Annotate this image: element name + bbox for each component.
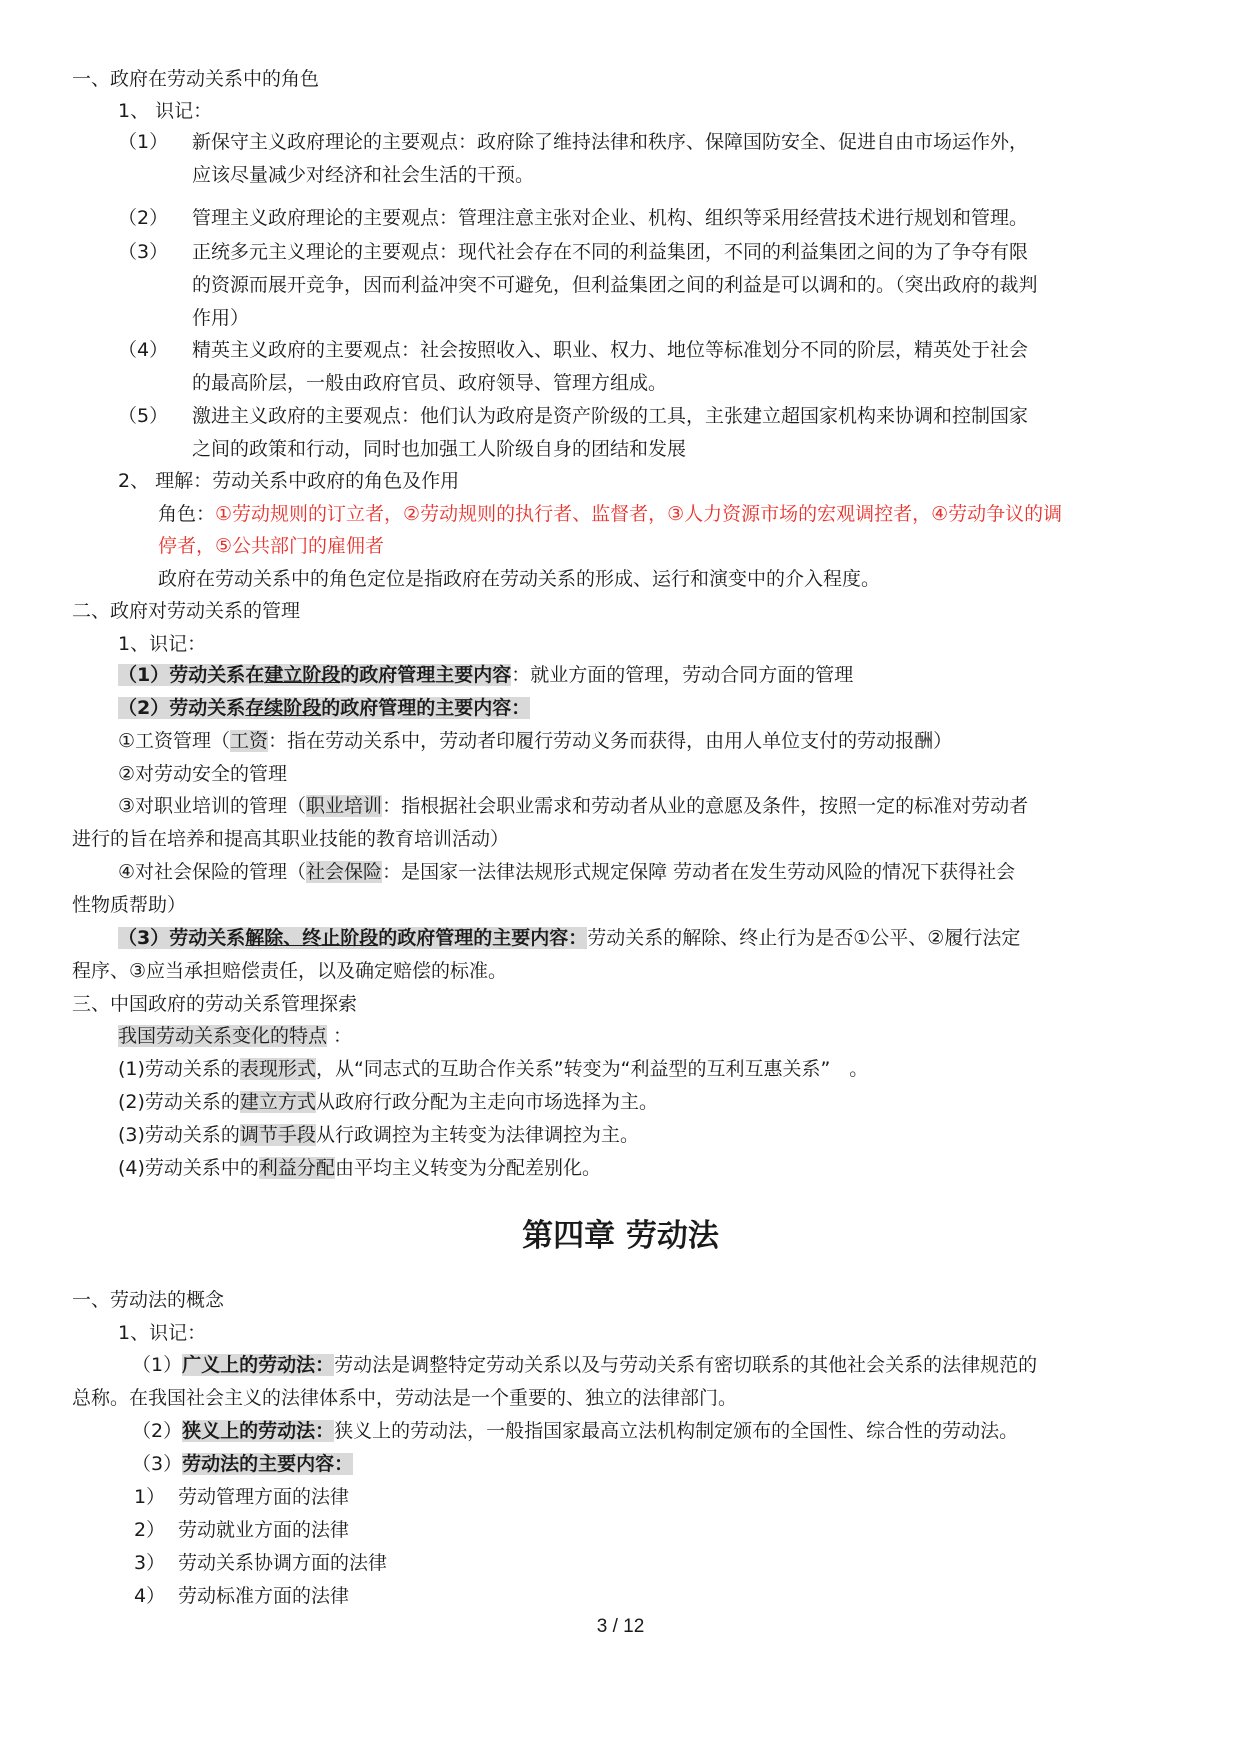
list-item: (3)劳动关系的调节手段从行政调控为主转变为法律调控为主。 [118,1124,639,1146]
paragraph-line: ①工资管理（工资：指在劳动关系中，劳动者印履行劳动义务而获得，由用人单位支付的劳动报酬） [118,730,953,752]
paragraph-line: ④对社会保险的管理（社会保险：是国家一法律法规形式规定保障 劳动者在发生劳动风险的情况下获得社会 [118,861,1016,883]
list-item: (2)劳动关系的建立方式从政府行政分配为主走向市场选择为主。 [118,1091,658,1113]
item-number: 3） [134,1552,166,1574]
list-item: 劳动标准方面的法律 [178,1585,350,1607]
chapter-title: 第四章 劳动法 [522,1218,719,1254]
highlight-term: 社会保险 [306,861,383,883]
paragraph-line: 总称。在我国社会主义的法律体系中，劳动法是一个重要的、独立的法律部门。 [72,1387,738,1409]
paragraph-line: 程序、③应当承担赔偿责任，以及确定赔偿的标准。 [72,960,508,982]
paragraph-line: 管理主义政府理论的主要观点：管理注意主张对企业、机构、组织等采用经营技术进行规划和管理。 [192,207,1029,229]
definition-line: （3）劳动法的主要内容： [132,1453,354,1475]
subheading: 1、识记： [118,633,207,655]
paragraph-line: 政府在劳动关系中的角色定位是指政府在劳动关系的形成、运行和演变中的介入程度。 [158,568,881,590]
paragraph-line: 激进主义政府的主要观点：他们认为政府是资产阶级的工具，主张建立超国家机构来协调和控制国家 [192,405,1029,427]
subheading: 1、识记： [118,1322,207,1344]
highlight-term: 工资 [230,730,269,752]
definition-line: （2）狭义上的劳动法：狭义上的劳动法，一般指国家最高立法机构制定颁布的全国性、综合性的劳动法。 [132,1420,1019,1442]
item-number: 4） [134,1585,166,1607]
role-line [158,499,1062,529]
section-heading: 一、劳动法的概念 [72,1289,225,1311]
subheading: 1、 识记： [118,100,213,122]
paragraph-line: 的最高阶层，一般由政府官员、政府领导、管理方组成。 [192,372,668,394]
paragraph-line: 应该尽量减少对经济和社会生活的干预。 [192,164,535,186]
paragraph-line: 之间的政策和行动，同时也加强工人阶级自身的团结和发展 [192,438,687,460]
stage-label: （1）劳动关系在建立阶段的政府管理主要内容 [118,664,512,686]
stage-label: （2）劳动关系存续阶段的政府管理的主要内容： [118,697,531,719]
underlined-term: 解除、终止阶段 [245,927,379,949]
subheading: 2、 理解：劳动关系中政府的角色及作用 [118,470,460,492]
role-text: 停者，⑤公共部门的雇佣者 [158,535,385,557]
list-item: (1)劳动关系的表现形式，从“同志式的互助合作关系”转变为“利益型的互利互惠关系” 。 [118,1058,869,1080]
stage-label: （3）劳动关系解除、终止阶段的政府管理的主要内容： [118,927,588,949]
section-heading: 二、政府对劳动关系的管理 [72,600,301,622]
role-text: ①劳动规则的订立者，②劳动规则的执行者、监督者，③人力资源市场的宏观调控者，④劳动争议的调 [215,503,1063,525]
stage-heading: （1）劳动关系在建立阶段的政府管理主要内容：就业方面的管理，劳动合同方面的管理 [118,664,854,686]
item-number: （3） [118,241,169,263]
role-label: 角色： [158,503,216,525]
paragraph-line: 的资源而展开竞争，因而利益冲突不可避免，但利益集团之间的利益是可以调和的。（突出政府的裁判 [192,274,1038,296]
paragraph-line: 新保守主义政府理论的主要观点：政府除了维持法律和秩序、保障国防安全、促进自由市场运作外， [192,131,1029,153]
highlight-term: 职业培训 [306,795,383,817]
paragraph-line: 进行的旨在培养和提高其职业技能的教育培训活动） [72,828,510,850]
item-number: （2） [118,207,169,229]
list-item: (4)劳动关系中的利益分配由平均主义转变为分配差别化。 [118,1157,601,1179]
highlight-term: 建立方式 [239,1091,316,1113]
highlight-term: 表现形式 [239,1058,316,1080]
highlight-term: 利益分配 [258,1157,335,1179]
item-number: （5） [118,405,169,427]
highlight-term: 我国劳动关系变化的特点 [118,1025,328,1047]
subheading: 我国劳动关系变化的特点 ： [118,1025,353,1047]
section-heading: 三、中国政府的劳动关系管理探索 [72,993,358,1015]
item-number: （4） [118,339,169,361]
definition-term: 劳动法的主要内容： [182,1453,354,1475]
list-item: 劳动关系协调方面的法律 [178,1552,388,1574]
paragraph-line: ③对职业培训的管理（职业培训：指根据社会职业需求和劳动者从业的意愿及条件，按照一定的标准对劳动者 [118,795,1029,817]
definition-term: 广义上的劳动法： [182,1354,335,1376]
stage-heading: （3）劳动关系解除、终止阶段的政府管理的主要内容：劳动关系的解除、终止行为是否①公平、②履行法定 [118,927,1021,949]
section-heading: 一、政府在劳动关系中的角色 [72,68,320,90]
item-number: 1） [134,1486,166,1508]
list-item: 劳动管理方面的法律 [178,1486,350,1508]
stage-heading [118,693,530,723]
list-item: 劳动就业方面的法律 [178,1519,350,1541]
page-number: 3 / 12 [596,1616,645,1637]
highlight-term: 调节手段 [239,1124,316,1146]
item-number: （1） [118,131,169,153]
definition-line: （1）广义上的劳动法：劳动法是调整特定劳动关系以及与劳动关系有密切联系的其他社会关系的法律规范的 [132,1354,1038,1376]
definition-term: 狭义上的劳动法： [182,1420,335,1442]
item-number: 2） [134,1519,166,1541]
paragraph-line: 作用） [192,307,250,329]
paragraph-line: ②对劳动安全的管理 [118,763,288,785]
paragraph-line: 正统多元主义理论的主要观点：现代社会存在不同的利益集团，不同的利益集团之间的为了争夺有限 [192,241,1029,263]
paragraph-line: 性物质帮助） [72,894,187,916]
underlined-term: 建立阶段 [264,664,341,686]
underlined-term: 存续阶段 [245,697,322,719]
paragraph-line: 精英主义政府的主要观点：社会按照收入、职业、权力、地位等标准划分不同的阶层，精英处于社会 [192,339,1029,361]
